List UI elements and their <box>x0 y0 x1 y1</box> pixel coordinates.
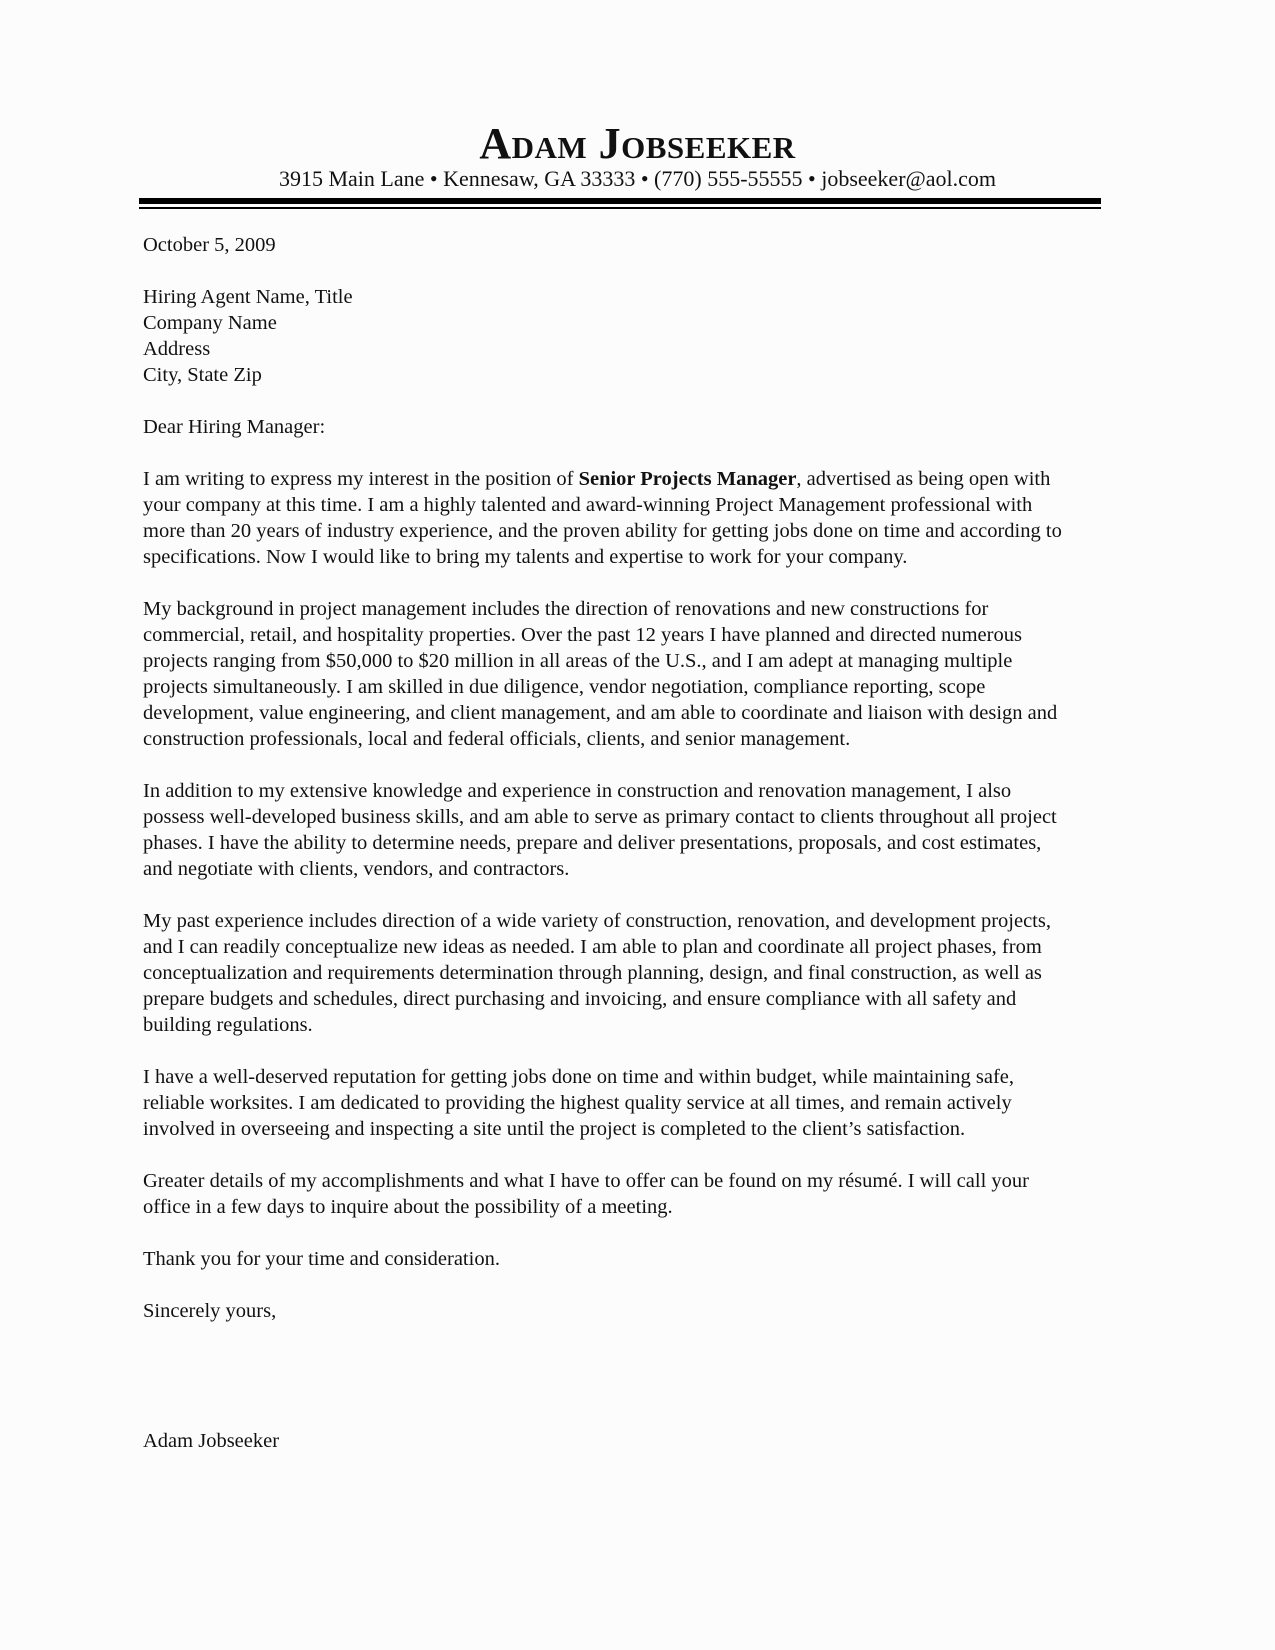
paragraph-past-experience: My past experience includes direction of a wide variety of construction, renovation, and development projects, and I can readily conceptualize new ideas as needed. I am able to plan and coordinate all project phases, from conceptualization and requirements determination through planning, design, and final construction, as well as prepare budgets and schedules, direct purchasing and invoicing, and ensure compliance with all safety and building regulations. <box>143 910 1051 1036</box>
paragraph-intro <box>143 466 1073 570</box>
paragraph-reputation: I have a well-deserved reputation for getting jobs done on time and within budget, while maintaining safe, reliable worksites. I am dedicated to providing the highest quality service at all times, and remain actively involved in overseeing and inspecting a site until the project is completed to the client’s satisfaction. <box>143 1066 1015 1140</box>
paragraph-intro-text-cont: , advertised as being open with your company at this time. I am a highly talented and award-winning Project Management professional with more than 20 years of industry experience, and the proven ability for getting jobs done on time and according to specifications. Now I would like to bring my talents and expertise to work for your company. <box>143 468 1062 568</box>
paragraph-business-skills: In addition to my extensive knowledge and experience in construction and renovation management, I also possess well-developed business skills, and am able to serve as primary contact to clients throughout all project phases. I have the ability to determine needs, prepare and deliver presentations, proposals, and cost estimates, and negotiate with clients, vendors, and contractors. <box>143 780 1057 880</box>
thanks-line: Thank you for your time and consideration. <box>143 1248 500 1270</box>
paragraph-background: My background in project management includes the direction of renovations and new constructions for commercial, retail, and hospitality properties. Over the past 12 years I have planned and directed numerous projects ranging from $50,000 to $20 million in all areas of the U.S., and I am adept at managing multiple projects simultaneously. I am skilled in due diligence, vendor negotiation, compliance reporting, scope development, value engineering, and client management, and am able to coordinate and liaison with design and construction professionals, local and federal officials, clients, and senior management. <box>143 598 1058 750</box>
letterhead-rule-thin <box>139 207 1101 209</box>
paragraph-followup: Greater details of my accomplishments and what I have to offer can be found on my résumé. I will call your office in a few days to inquire about the possibility of a meeting. <box>143 1170 1029 1218</box>
paragraph-intro-text: I am writing to express my interest in the position of <box>143 468 579 490</box>
letterhead-rule-thick <box>139 198 1101 204</box>
recipient-address-line: Address <box>143 338 211 360</box>
recipient-city-state-zip: City, State Zip <box>143 364 262 386</box>
recipient-name-title: Hiring Agent Name, Title <box>143 286 353 308</box>
salutation: Dear Hiring Manager: <box>143 416 326 438</box>
letterhead-name: Adam Jobseeker <box>479 119 796 168</box>
signature-space <box>143 1324 1073 1428</box>
closing: Sincerely yours, <box>143 1300 277 1322</box>
letterhead-contact: 3915 Main Lane • Kennesaw, GA 33333 • (770) 555-55555 • jobseeker@aol.com <box>278 166 997 191</box>
signature-name: Adam Jobseeker <box>143 1430 280 1452</box>
letter-body <box>143 232 1073 1480</box>
recipient-company: Company Name <box>143 312 277 334</box>
recipient-address <box>143 284 1073 388</box>
position-title: Senior Projects Manager <box>578 468 797 490</box>
letter-date: October 5, 2009 <box>143 234 276 256</box>
